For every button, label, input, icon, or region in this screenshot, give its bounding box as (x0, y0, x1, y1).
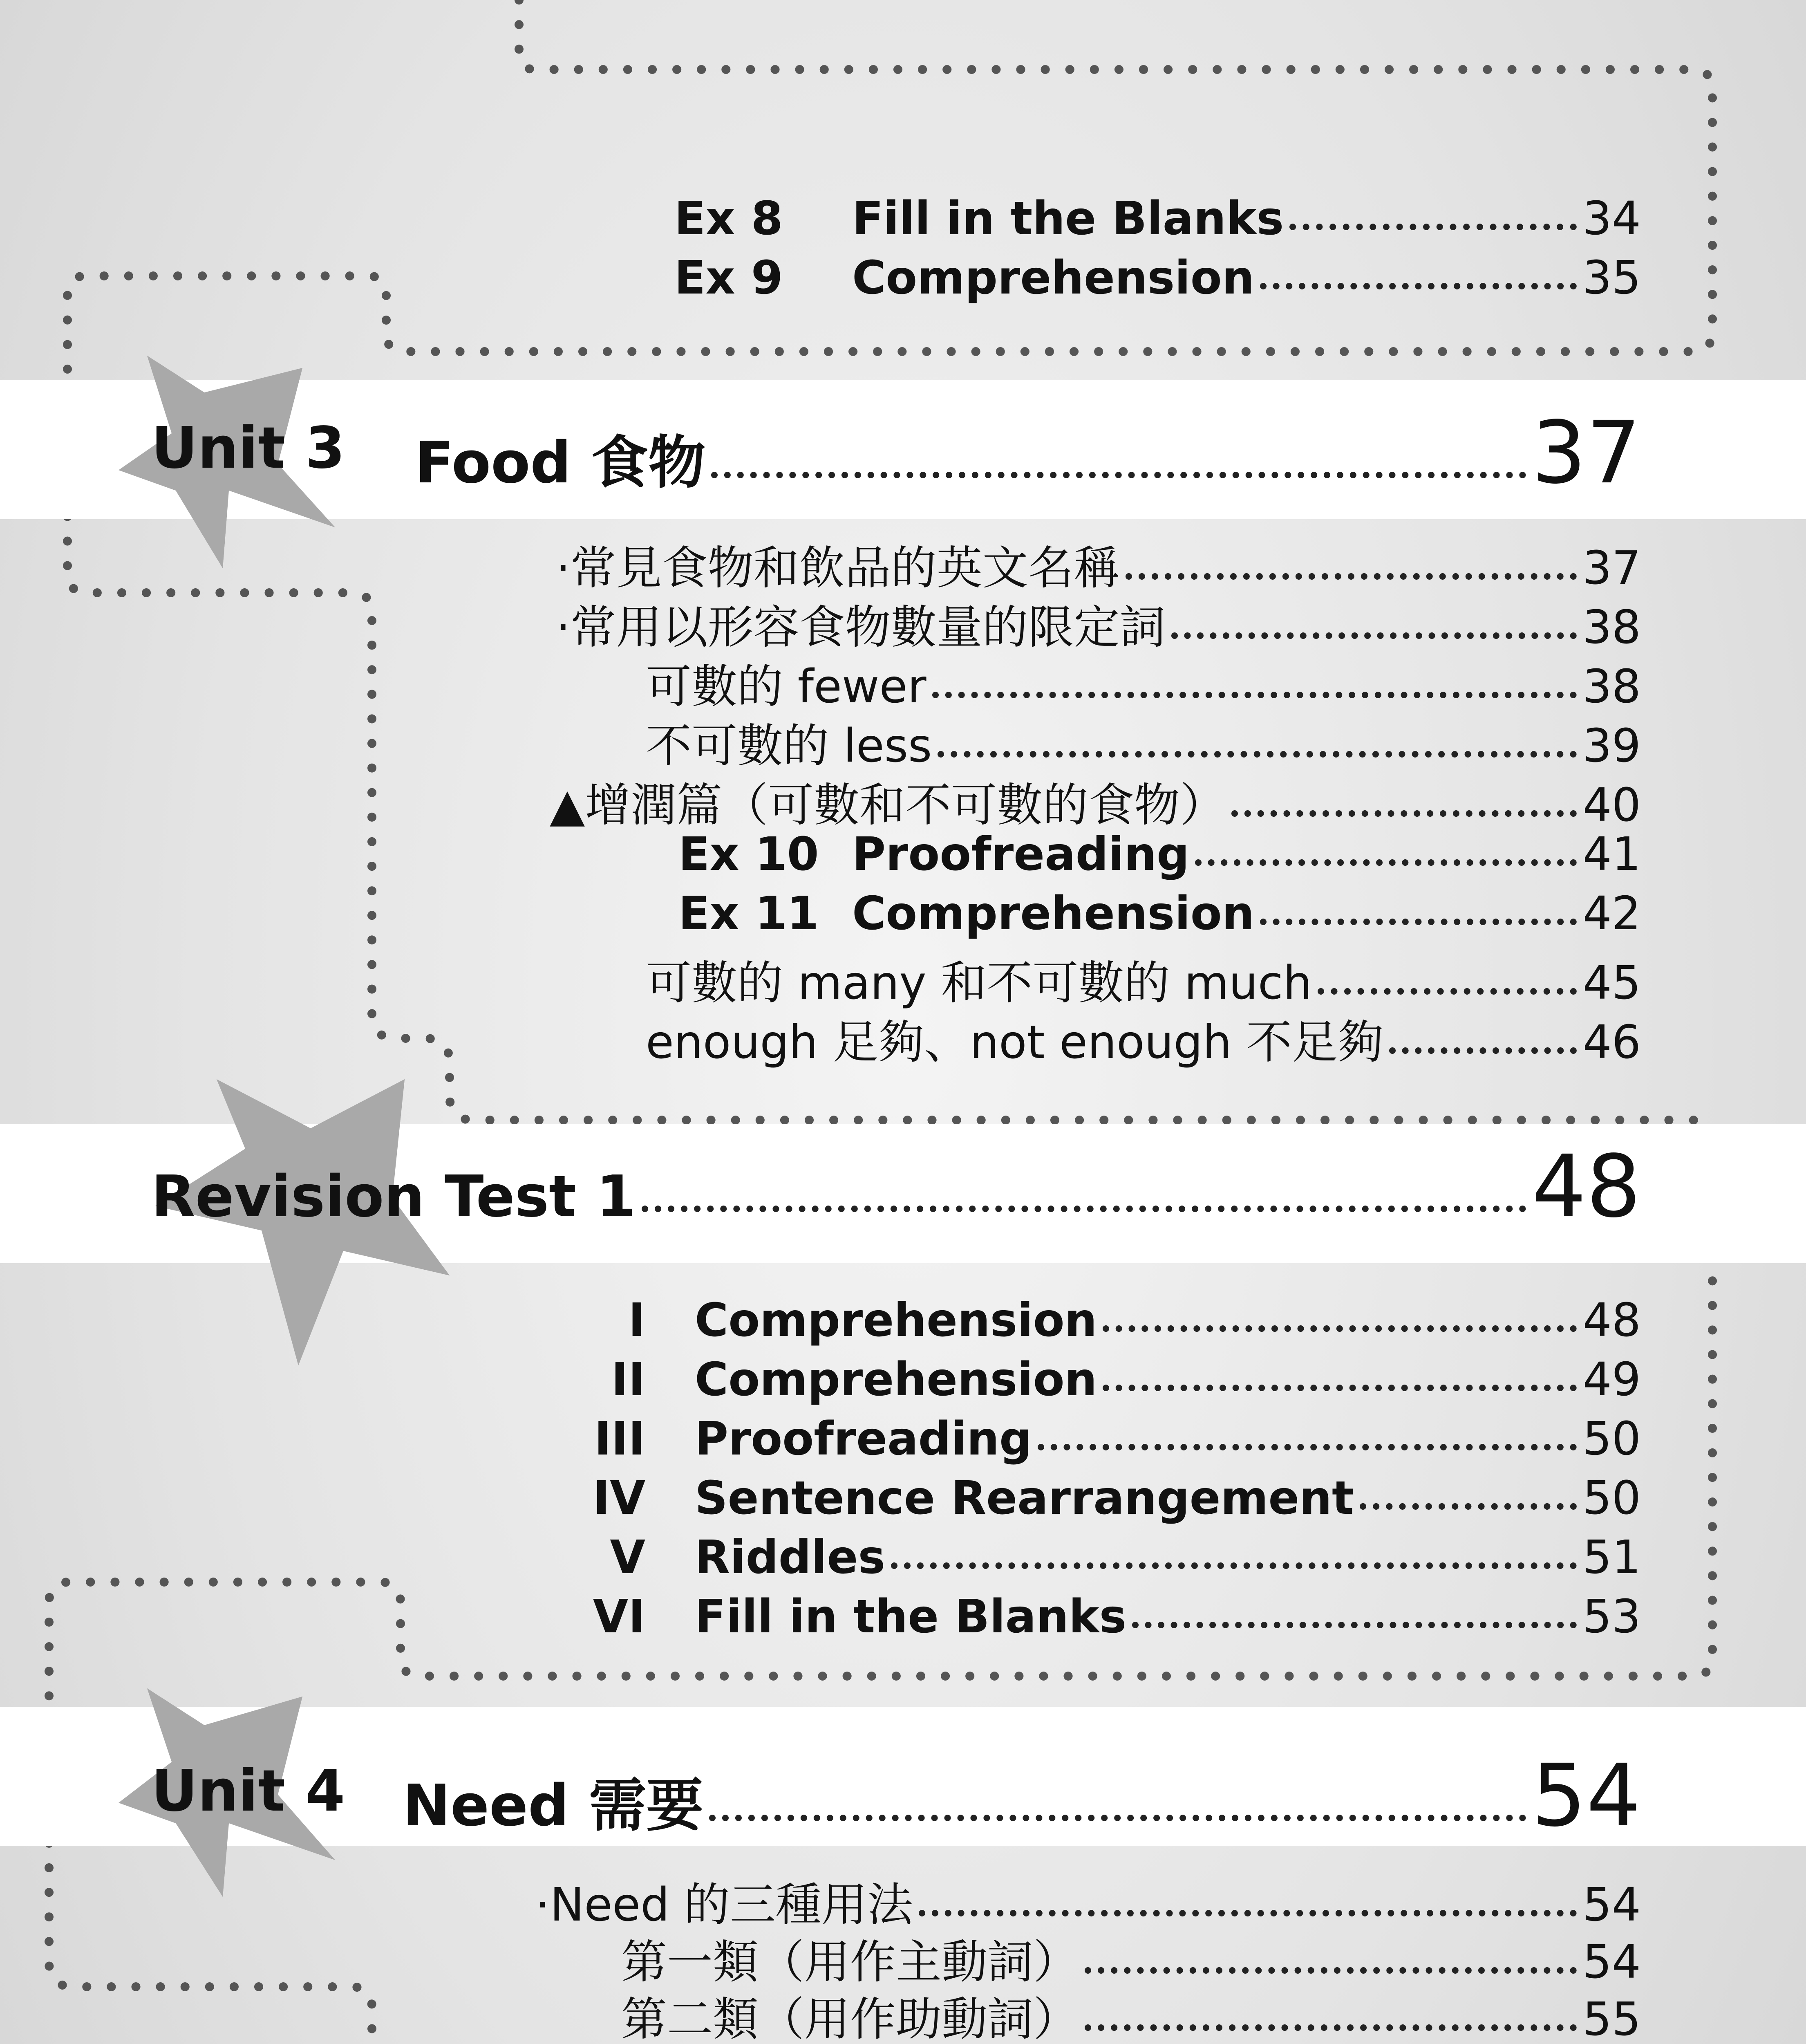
toc-entry[interactable] (852, 828, 1641, 881)
dot-leader (1260, 919, 1577, 925)
toc-entry-title: Comprehension (852, 887, 1255, 940)
unit4-title: Need 需要 (403, 1773, 704, 1839)
dot-leader (1289, 224, 1577, 230)
toc-entry[interactable] (621, 1925, 1641, 1991)
toc-entry[interactable] (695, 1353, 1641, 1406)
toc-entry-title: Riddles (695, 1531, 885, 1584)
toc-entry-page: 38 (1582, 660, 1641, 713)
unit4-page: 54 (1531, 1746, 1641, 1846)
dot-leader (1085, 1967, 1577, 1974)
toc-entry[interactable] (646, 1006, 1641, 1071)
toc-entry-page: 51 (1582, 1531, 1641, 1584)
toc-num: IV (593, 1472, 645, 1525)
toc-entry[interactable] (535, 1868, 1641, 1934)
toc-entry-title: Comprehension (695, 1294, 1097, 1347)
toc-entry[interactable] (695, 1590, 1641, 1643)
toc-entry-title: 不可數的 less (646, 719, 932, 773)
toc-entry-title: Comprehension (852, 251, 1255, 305)
toc-entry-title (621, 2040, 1033, 2044)
dot-leader (1103, 1385, 1577, 1391)
toc-entry-title: enough 足夠、not enough 不足夠 (646, 1016, 1384, 1069)
toc-entry[interactable] (852, 251, 1641, 305)
toc-num: Ex 10 (678, 828, 819, 881)
toc-entry-title: ·常見食物和飲品的英文名稱 (556, 542, 1120, 595)
toc-entry[interactable] (646, 709, 1641, 775)
dot-leader (1171, 632, 1577, 639)
unit4-heading[interactable] (403, 1735, 1641, 1846)
toc-entry[interactable] (695, 1294, 1641, 1347)
toc-entry-page: 45 (1582, 957, 1641, 1010)
toc-entry-title: Proofreading (695, 1412, 1032, 1466)
toc-entry-page: 48 (1582, 1294, 1641, 1347)
toc-entry-title: 可數的 many 和不可數的 much (646, 957, 1312, 1010)
toc-entry-page: 41 (1582, 828, 1641, 881)
toc-entry-title: Proofreading (852, 828, 1190, 881)
toc-entry-title: Fill in the Blanks (695, 1590, 1127, 1643)
toc-entry-page: 50 (1582, 1412, 1641, 1466)
toc-num: Ex 8 (674, 192, 783, 245)
toc-entry[interactable] (556, 531, 1641, 597)
unit3-heading[interactable] (415, 392, 1641, 503)
dot-leader (1038, 1444, 1577, 1450)
toc-entry[interactable] (621, 1983, 1641, 2044)
dot-leader (1260, 283, 1577, 289)
toc-num: II (611, 1353, 645, 1406)
dot-leader (1126, 573, 1577, 580)
toc-entry-page: 39 (1582, 719, 1641, 773)
toc-entry-page: 38 (1582, 601, 1641, 654)
toc-entry[interactable] (621, 2040, 1641, 2044)
revision-title: Revision Test 1 (151, 1163, 636, 1230)
dot-leader (919, 1910, 1577, 1916)
toc-entry-title: ·Need 的三種用法 (535, 1878, 913, 1932)
toc-entry[interactable] (695, 1472, 1641, 1525)
toc-entry-title: 可數的 fewer (646, 660, 926, 713)
dot-leader (1389, 1047, 1577, 1054)
toc-entry[interactable] (646, 650, 1641, 716)
toc-num: Ex 9 (674, 251, 783, 305)
toc-entry-page: 50 (1582, 1472, 1641, 1525)
toc-entry-page: 55 (1582, 1993, 1641, 2044)
toc-entry-page: 49 (1582, 1353, 1641, 1406)
toc-entry[interactable] (852, 887, 1641, 940)
dot-leader (1132, 1622, 1577, 1628)
toc-entry-page: 46 (1582, 1016, 1641, 1069)
toc-entry-page: 53 (1582, 1590, 1641, 1643)
toc-entry-page: 37 (1582, 542, 1641, 595)
toc-entry-page: 54 (1582, 1878, 1641, 1932)
toc-entry-page: 42 (1582, 887, 1641, 940)
unit3-title: Food 食物 (415, 430, 706, 496)
toc-num: V (610, 1531, 645, 1584)
unit3-page: 37 (1531, 403, 1641, 503)
revision-heading[interactable] (151, 1136, 1641, 1237)
dot-leader (1085, 2024, 1577, 2031)
toc-entry[interactable] (852, 192, 1641, 245)
toc-entry-title: 第二類（用作助動詞） (621, 1993, 1079, 2044)
dot-leader (932, 692, 1577, 698)
toc-entry-page: 34 (1582, 192, 1641, 245)
dot-leader (891, 1562, 1577, 1569)
dot-leader (938, 751, 1577, 758)
revision-page: 48 (1531, 1136, 1641, 1237)
toc-entry[interactable] (695, 1412, 1641, 1466)
dot-leader (1103, 1325, 1577, 1332)
toc-entry-title: ▲增潤篇（可數和不可數的食物） (550, 779, 1226, 832)
dot-leader (709, 1815, 1526, 1821)
dot-leader (1231, 810, 1577, 817)
toc-entry-title: Sentence Rearrangement (695, 1472, 1354, 1525)
toc-num: III (594, 1412, 645, 1466)
dot-leader (1318, 988, 1577, 995)
toc-entry[interactable] (550, 769, 1641, 834)
toc-entry[interactable] (695, 1531, 1641, 1584)
toc-entry-title: 第一類（用作主動詞） (621, 1936, 1079, 1989)
dot-leader (711, 472, 1526, 478)
unit3-label: Unit 3 (151, 415, 345, 482)
toc-entry[interactable] (556, 591, 1641, 657)
dot-leader (1360, 1503, 1577, 1510)
toc-entry-page: 35 (1582, 251, 1641, 305)
toc-entry-title: Fill in the Blanks (852, 192, 1284, 245)
dot-leader (1195, 859, 1577, 866)
toc-entry-page: 54 (1582, 1936, 1641, 1989)
toc-entry-page: 40 (1582, 779, 1641, 832)
toc-entry[interactable] (646, 946, 1641, 1012)
toc-num: Ex 11 (678, 887, 819, 940)
toc-num: VI (593, 1590, 645, 1643)
unit4-label: Unit 4 (151, 1758, 345, 1824)
dot-leader (642, 1206, 1526, 1212)
toc-num: I (628, 1294, 645, 1347)
toc-entry-title: ·常用以形容食物數量的限定詞 (556, 601, 1166, 654)
toc-entry-title: Comprehension (695, 1353, 1097, 1406)
